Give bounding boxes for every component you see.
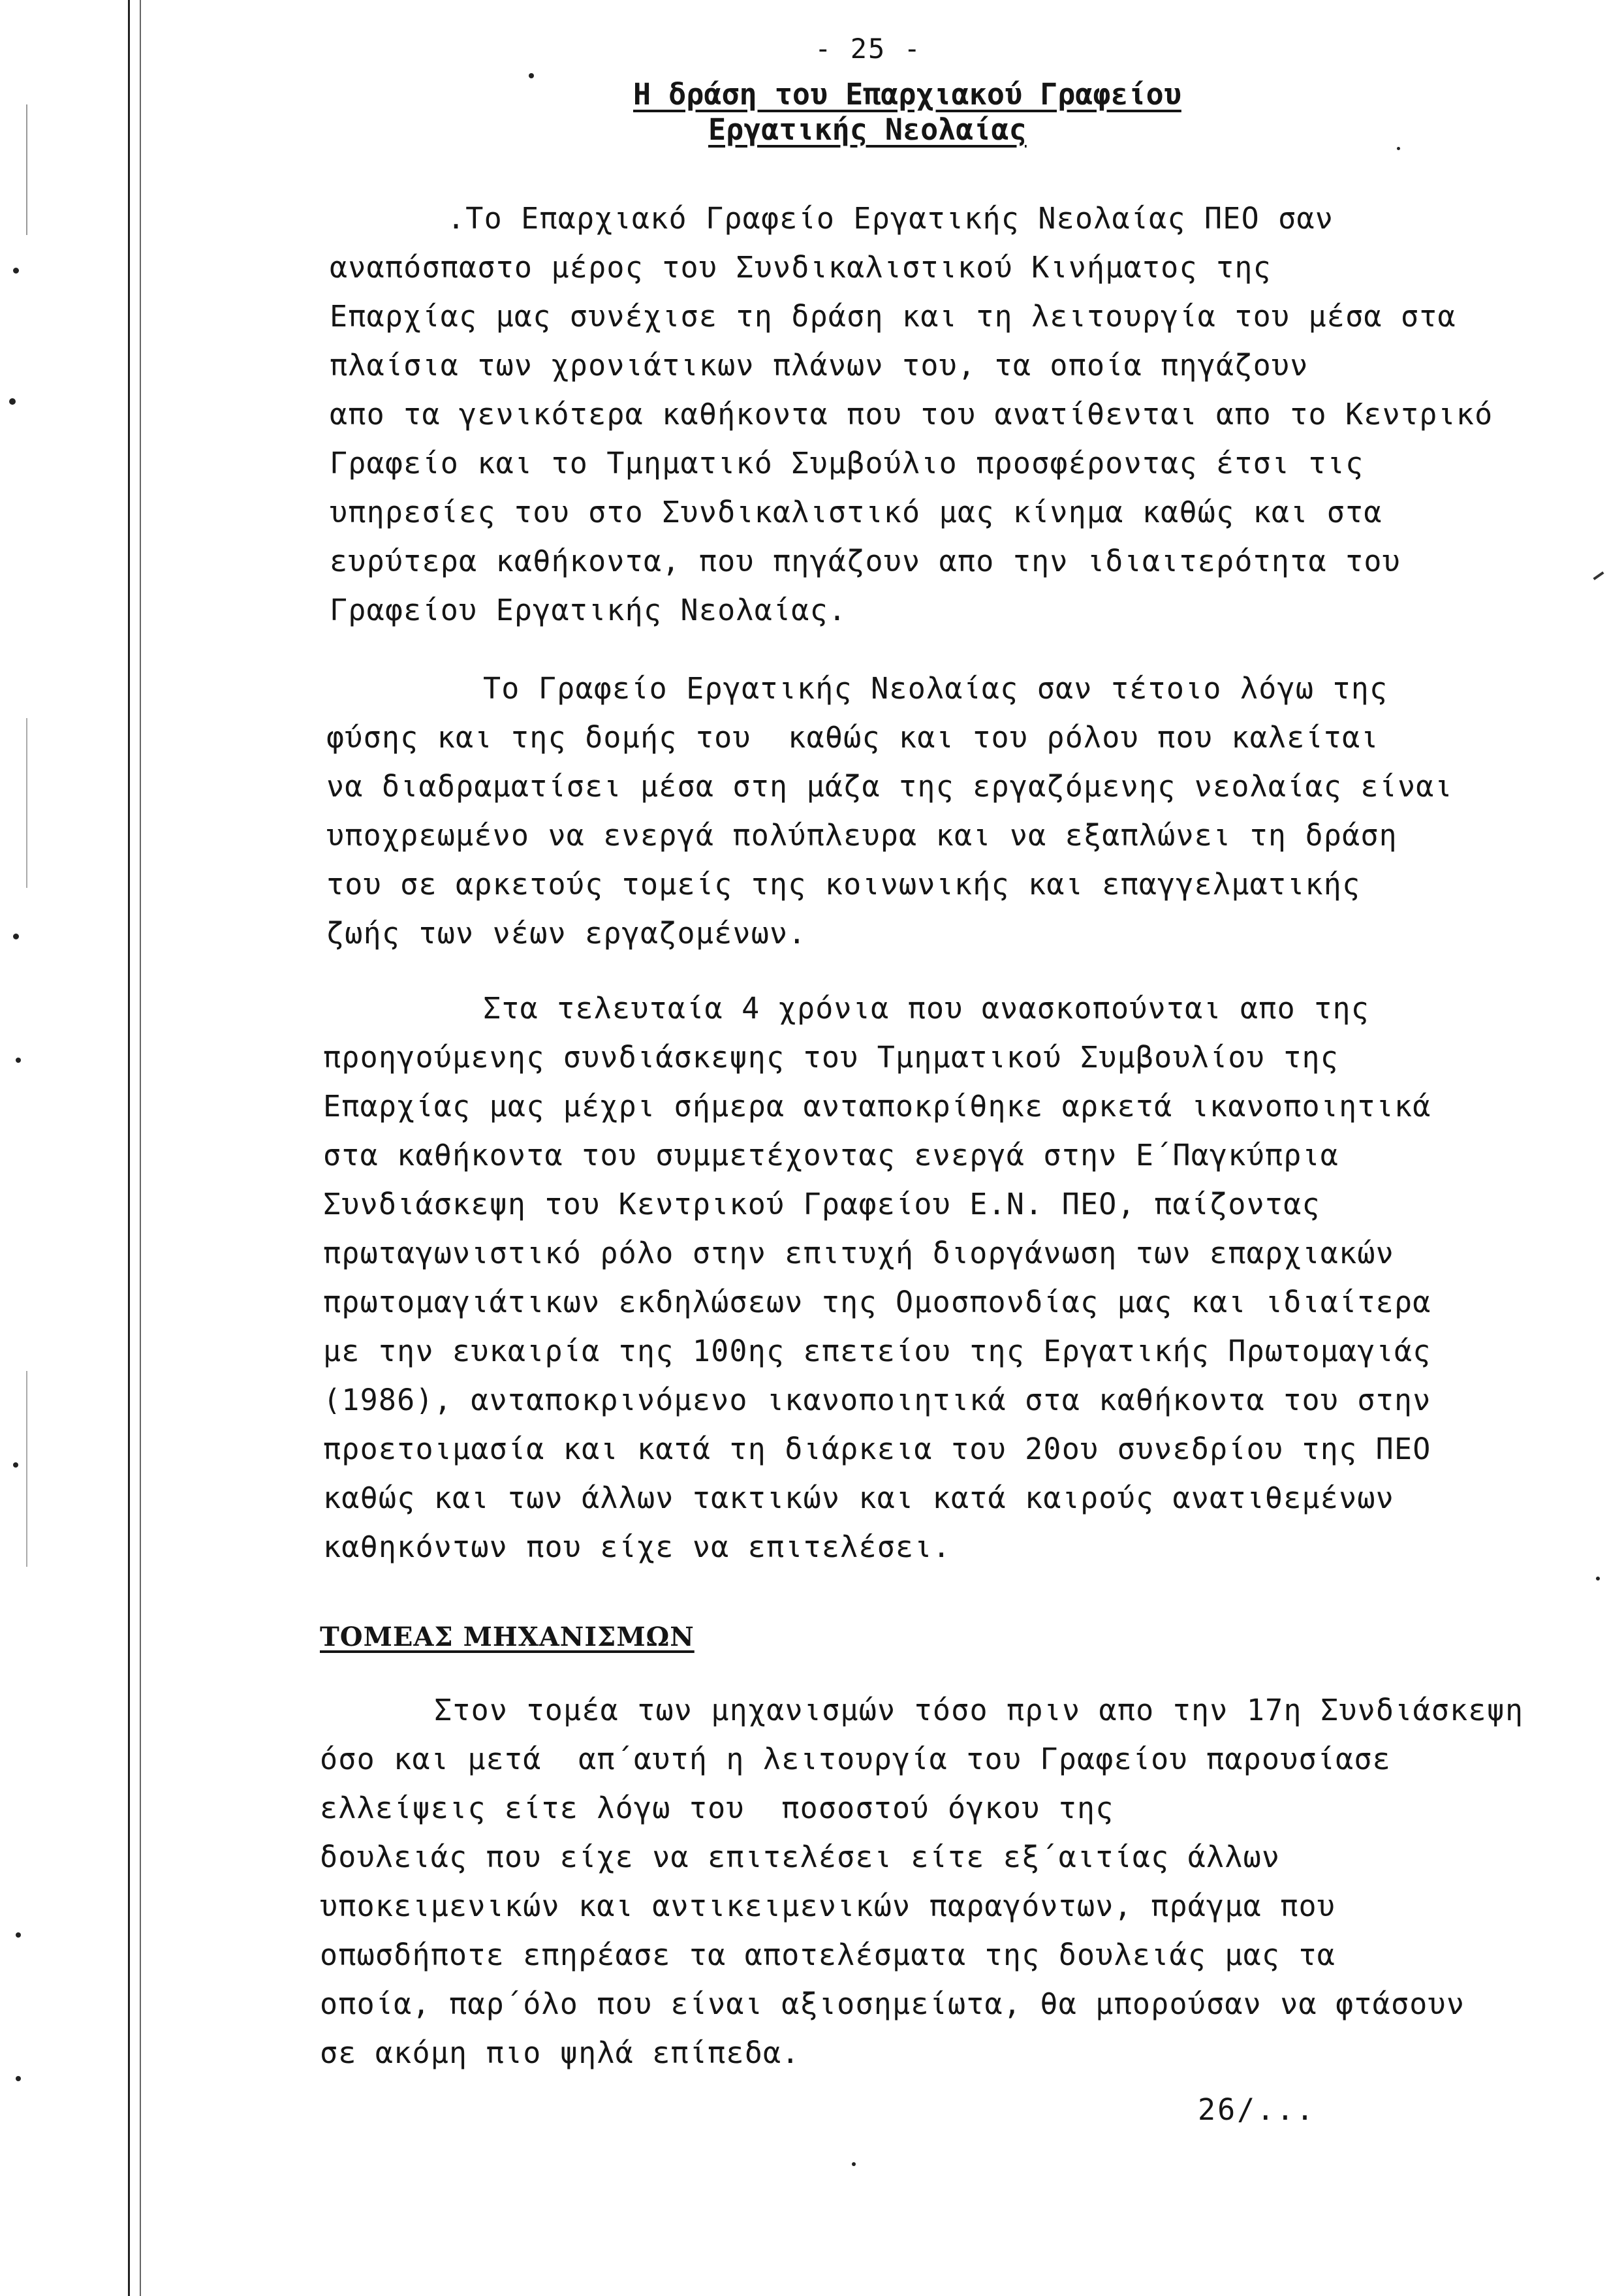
text-line: αναπόσπαστο μέρος του Συνδικαλιστικού Κινήματος της: [330, 250, 1272, 285]
binding-line: [128, 0, 130, 2296]
page-number: - 25 -: [815, 33, 922, 65]
text-line: προηγούμενης συνδιάσκεψης του Τμηματικού Συμβουλίου της: [323, 1040, 1339, 1075]
text-line: του σε αρκετούς τομείς της κοινωνικής και επαγγελματικής: [326, 867, 1361, 902]
text-line: απο τα γενικότερα καθήκοντα που του ανατίθενται απο το Κεντρικό: [330, 397, 1493, 432]
text-line: φύσης και της δομής του καθώς και του ρόλου που καλείται: [326, 720, 1379, 755]
text-line: ζωής των νέων εργαζομένων.: [326, 916, 807, 951]
text-line: οποία, παρ΄όλο που είναι αξιοσημείωτα, θα μπορούσαν να φτάσουν: [320, 1987, 1465, 2021]
text-line: ελλείψεις είτε λόγω του ποσοστού όγκου της: [320, 1791, 1114, 1825]
scan-speck: [9, 398, 16, 405]
text-line: να διαδραματίσει μέσα στη μάζα της εργαζόμενης νεολαίας είναι: [326, 769, 1453, 804]
text-line: όσο και μετά απ΄αυτή η λειτουργία του Γραφείου παρουσίασε: [320, 1742, 1391, 1776]
text-line: Επαρχίας μας μέχρι σήμερα ανταποκρίθηκε αρκετά ικανοποιητικά: [323, 1089, 1431, 1124]
scan-speck: [13, 268, 19, 274]
binding-line: [26, 1371, 27, 1567]
scan-speck: [529, 73, 534, 78]
binding-line: [26, 104, 27, 235]
scan-speck: [1397, 147, 1400, 150]
text-line: υποχρεωμένο να ενεργά πολύπλευρα και να εξαπλώνει τη δράση: [326, 818, 1398, 853]
text-line: υποκειμενικών και αντικειμενικών παραγόντων, πράγμα που: [320, 1889, 1336, 1923]
text-line: υπηρεσίες του στο Συνδικαλιστικό μας κίνημα καθώς και στα: [330, 495, 1382, 529]
section-heading: ΤΟΜΕΑΣ ΜΗΧΑΝΙΣΜΩΝ: [320, 1622, 695, 1652]
document-title-line-2: Εργατικής Νεολαίας: [708, 112, 1027, 147]
text-line: (1986), ανταποκρινόμενο ικανοποιητικά στα καθήκοντα του στην: [323, 1383, 1431, 1417]
scan-speck: [16, 2076, 21, 2081]
text-line: Γραφείο και το Τμηματικό Συμβούλιο προσφέροντας έτσι τις: [330, 446, 1364, 480]
text-line: Στα τελευταία 4 χρόνια που ανασκοπούνται απο της: [483, 991, 1370, 1026]
text-line: Στον τομέα των μηχανισμών τόσο πριν απο την 17η Συνδιάσκεψη: [434, 1693, 1524, 1727]
scan-speck: [1596, 1577, 1600, 1580]
text-line: προετοιμασία και κατά τη διάρκεια του 20ου συνεδρίου της ΠΕΟ: [323, 1432, 1431, 1466]
text-line: πρωταγωνιστικό ρόλο στην επιτυχή διοργάνωση των επαρχιακών: [323, 1236, 1394, 1270]
scan-binding-edge: [0, 0, 150, 2296]
text-line: Επαρχίας μας συνέχισε τη δράση και τη λειτουργία του μέσα στα: [330, 299, 1456, 334]
continuation-marker: 26/...: [1198, 2092, 1316, 2127]
text-line: καθώς και των άλλων τακτικών και κατά καιρούς ανατιθεμένων: [323, 1481, 1394, 1515]
text-line: σε ακόμη πιο ψηλά επίπεδα.: [320, 2036, 800, 2070]
text-line: Γραφείου Εργατικής Νεολαίας.: [330, 593, 847, 627]
scan-speck: [13, 934, 19, 939]
scan-speck: [852, 2162, 856, 2166]
text-line: Συνδιάσκεψη του Κεντρικού Γραφείου Ε.Ν. ΠΕΟ, παίζοντας: [323, 1187, 1320, 1221]
text-line: πρωτομαγιάτικων εκδηλώσεων της Ομοσπονδίας μας και ιδιαίτερα: [323, 1285, 1431, 1319]
text-line: ευρύτερα καθήκοντα, που πηγάζουν απο την ιδιαιτερότητα του: [330, 544, 1401, 578]
text-line: δουλειάς που είχε να επιτελέσει είτε εξ΄αιτίας άλλων: [320, 1840, 1281, 1874]
scan-speck: [16, 1058, 21, 1063]
text-line: καθηκόντων που είχε να επιτελέσει.: [323, 1530, 951, 1564]
document-title-line-1: Η δράση του Επαρχιακού Γραφείου: [633, 77, 1181, 112]
text-line: οπωσδήποτε επηρέασε τα αποτελέσματα της δουλειάς μας τα: [320, 1938, 1336, 1972]
scan-speck: [13, 1462, 18, 1468]
scan-speck: [16, 1932, 21, 1938]
text-line: με την ευκαιρία της 100ης επετείου της Εργατικής Πρωτομαγιάς: [323, 1334, 1431, 1368]
text-line: πλαίσια των χρονιάτικων πλάνων του, τα οποία πηγάζουν: [330, 348, 1309, 383]
text-line: στα καθήκοντα του συμμετέχοντας ενεργά στην Ε΄Παγκύπρια: [323, 1138, 1339, 1172]
binding-line: [26, 718, 27, 888]
text-line: Το Γραφείο Εργατικής Νεολαίας σαν τέτοιο λόγω της: [483, 671, 1388, 706]
binding-line: [140, 0, 141, 2296]
scan-mark: [1593, 571, 1604, 580]
text-line: .Το Επαρχιακό Γραφείο Εργατικής Νεολαίας ΠΕΟ σαν: [447, 201, 1334, 236]
